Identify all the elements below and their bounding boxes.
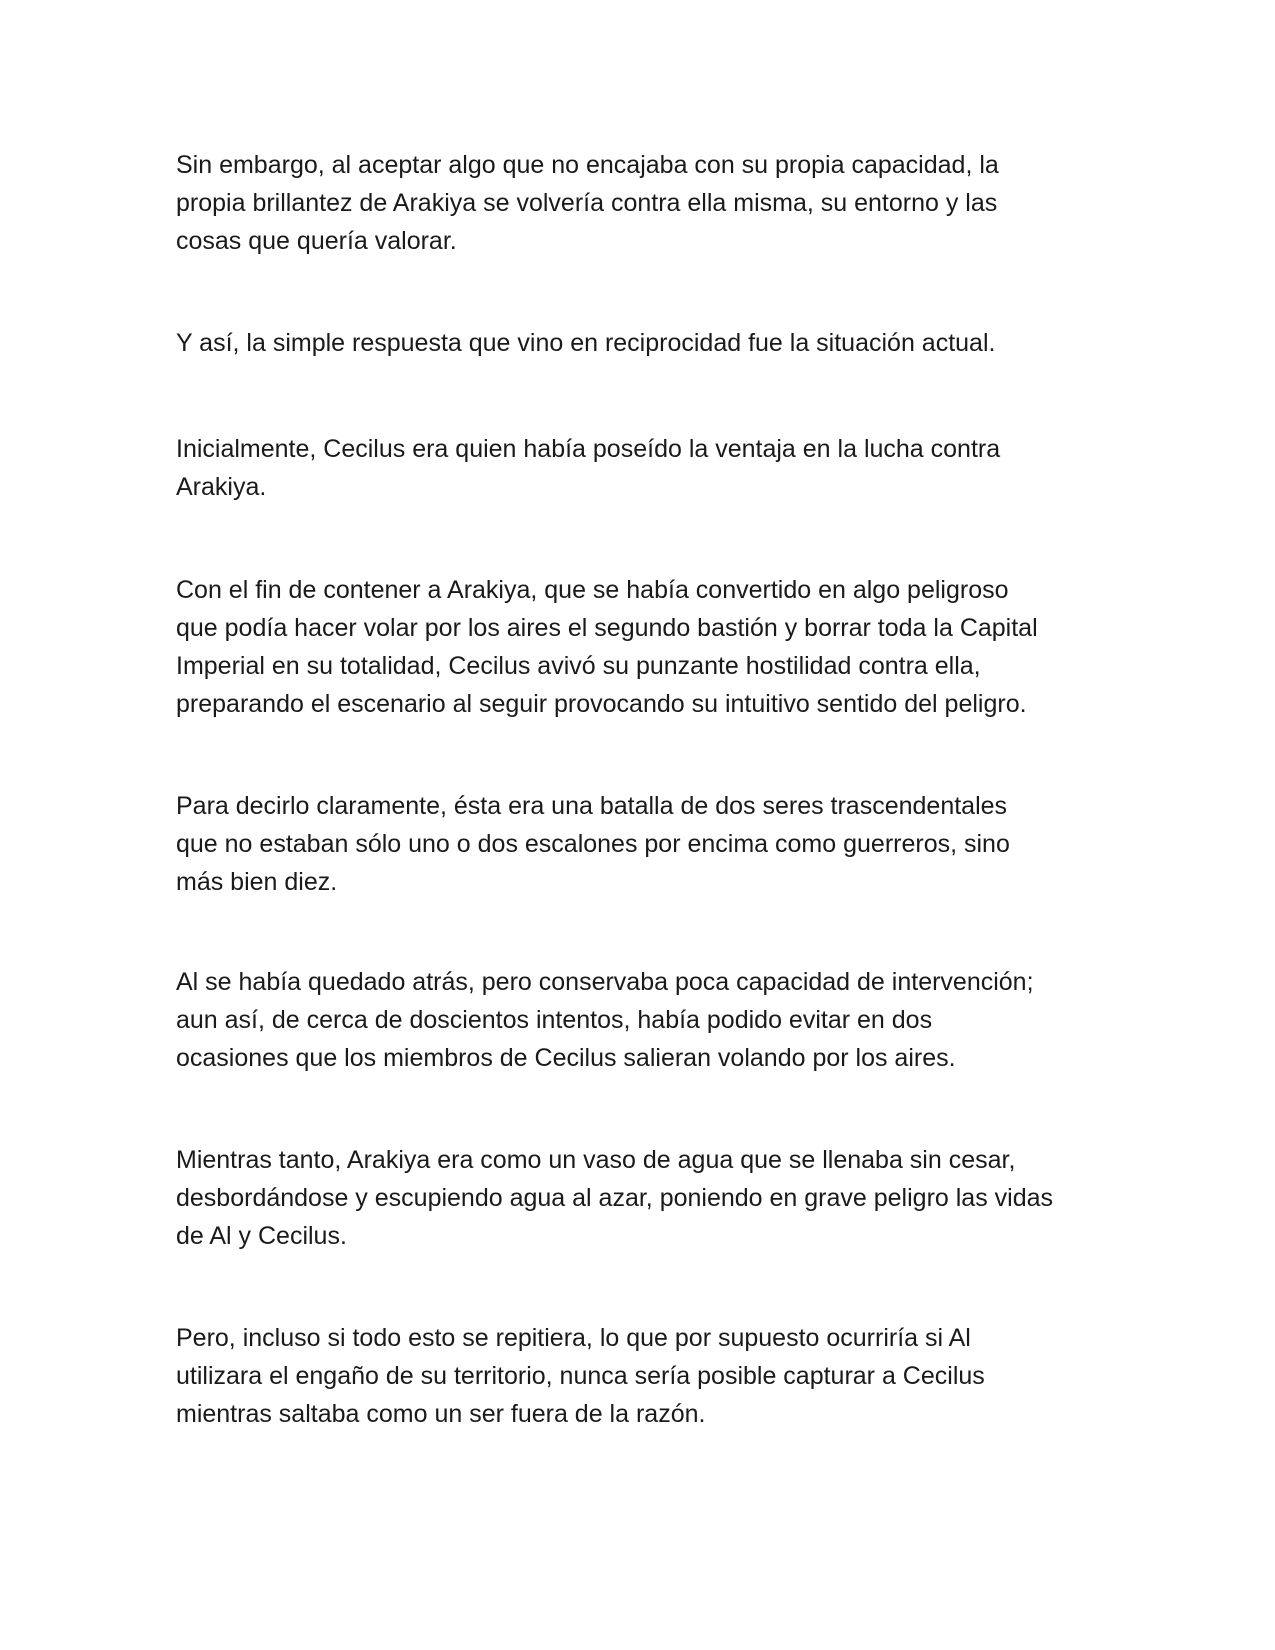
paragraph-line: Mientras tanto, Arakiya era como un vaso de agua que se llenaba sin cesar,	[176, 1146, 1016, 1174]
paragraph-5	[176, 787, 1116, 901]
paragraph-line: Arakiya.	[176, 473, 267, 501]
paragraph-line: cosas que quería valorar.	[176, 227, 457, 255]
paragraph-line: desbordándose y escupiendo agua al azar, poniendo en grave peligro las vidas	[176, 1184, 1054, 1212]
paragraph-line: preparando el escenario al seguir provocando su intuitivo sentido del peligro.	[176, 690, 1027, 718]
paragraph-line: Con el fin de contener a Arakiya, que se había convertido en algo peligroso	[176, 576, 1009, 604]
paragraph-7	[176, 1141, 1116, 1255]
paragraph-line: más bien diez.	[176, 868, 338, 896]
paragraph-4	[176, 571, 1116, 723]
paragraph-3	[176, 430, 1116, 506]
paragraph-8	[176, 1319, 1116, 1433]
paragraph-2	[176, 324, 1116, 362]
paragraph-line: ocasiones que los miembros de Cecilus salieran volando por los aires.	[176, 1044, 956, 1072]
paragraph-line: utilizara el engaño de su territorio, nunca sería posible capturar a Cecilus	[176, 1362, 985, 1390]
paragraph-line: que no estaban sólo uno o dos escalones por encima como guerreros, sino	[176, 830, 1010, 858]
paragraph-line: Imperial en su totalidad, Cecilus avivó su punzante hostilidad contra ella,	[176, 652, 981, 680]
paragraph-line: Pero, incluso si todo esto se repitiera, lo que por supuesto ocurriría si Al	[176, 1324, 971, 1352]
paragraph-line: aun así, de cerca de doscientos intentos, había podido evitar en dos	[176, 1006, 933, 1034]
paragraph-line: Al se había quedado atrás, pero conservaba poca capacidad de intervención;	[176, 968, 1034, 996]
paragraph-line: mientras saltaba como un ser fuera de la razón.	[176, 1400, 706, 1428]
paragraph-line: de Al y Cecilus.	[176, 1222, 347, 1250]
paragraph-line: propia brillantez de Arakiya se volvería contra ella misma, su entorno y las	[176, 189, 998, 217]
paragraph-line: Inicialmente, Cecilus era quien había poseído la ventaja en la lucha contra	[176, 435, 1001, 463]
paragraph-line: Para decirlo claramente, ésta era una batalla de dos seres trascendentales	[176, 792, 1008, 820]
paragraph-line: Y así, la simple respuesta que vino en reciprocidad fue la situación actual.	[176, 329, 996, 357]
paragraph-1	[176, 146, 1116, 260]
paragraph-6	[176, 963, 1116, 1077]
paragraph-line: Sin embargo, al aceptar algo que no encajaba con su propia capacidad, la	[176, 151, 999, 179]
paragraph-line: que podía hacer volar por los aires el segundo bastión y borrar toda la Capital	[176, 614, 1038, 642]
